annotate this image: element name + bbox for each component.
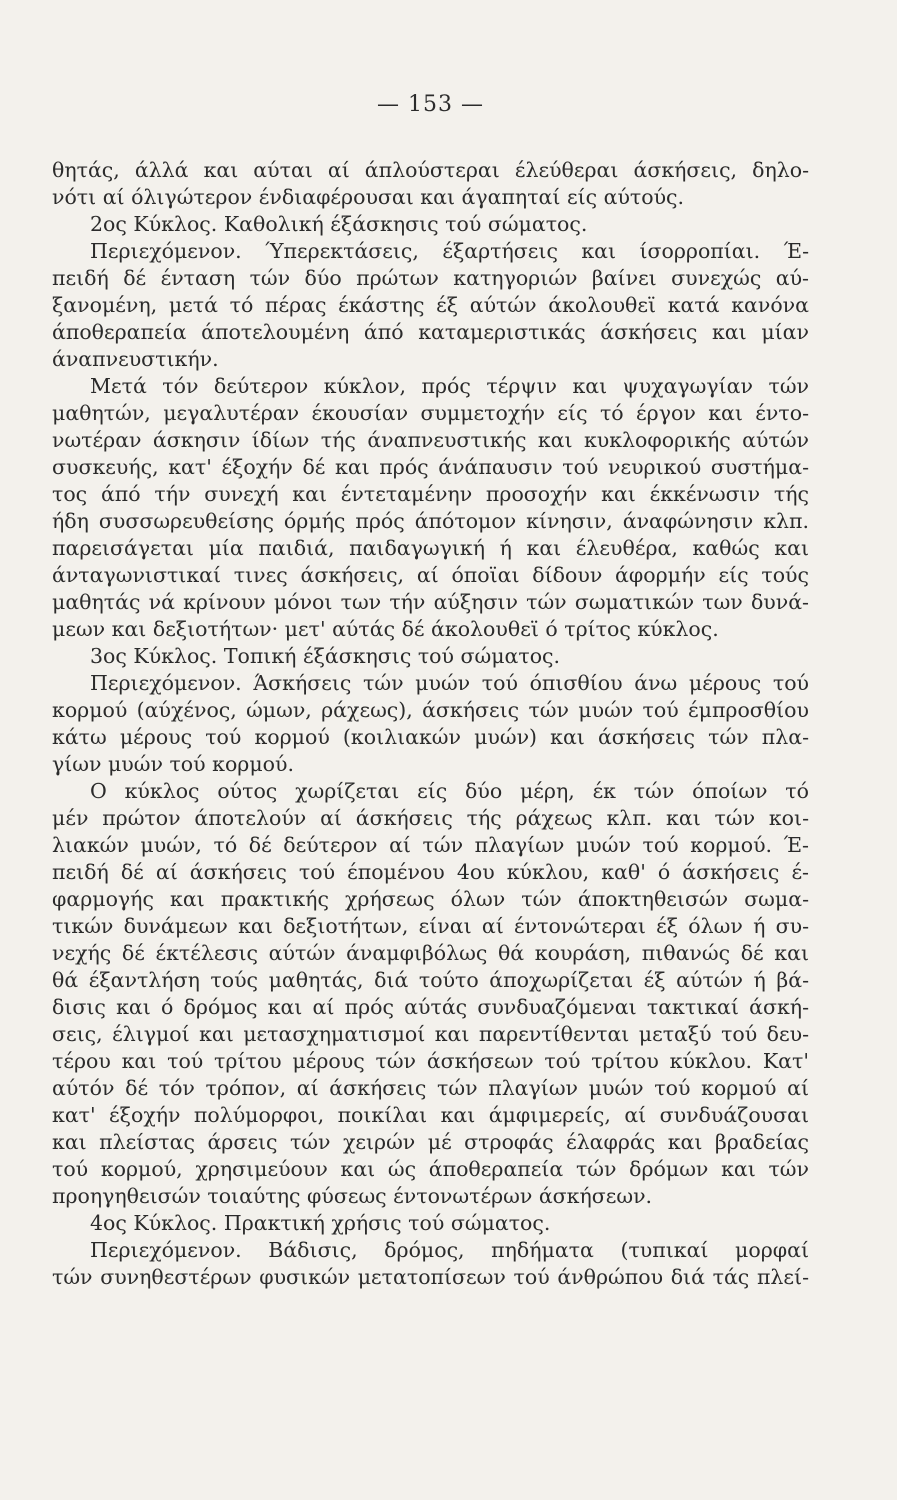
text-line: τέρου και τού τρίτου μέρους τών άσκήσεων τού τρίτου κύκλου. Κατ' <box>52 1049 809 1073</box>
text-line: κατ' έξοχήν πολύμορφοι, ποικίλαι και άμφιμερείς, αί συνδυάζουσαι <box>52 1103 809 1127</box>
text-line: Ο κύκλος ούτος χωρίζεται είς δύο μέρη, έκ τών όποίων τό <box>90 779 809 803</box>
text-line: μαθητάς νά κρίνουν μόνοι των τήν αύξησιν τών σωματικών των δυνά- <box>52 590 809 614</box>
text-line: λιακών μυών, τό δέ δεύτερον αί τών πλαγίων μυών τού κορμού. Έ- <box>52 833 809 857</box>
text-line: μαθητών, μεγαλυτέραν έκουσίαν συμμετοχήν είς τό έργον και έντο- <box>52 401 809 425</box>
text-line: πειδή δέ ένταση τών δύο πρώτων κατηγοριών βαίνει συνεχώς αύ- <box>52 266 809 290</box>
text-line: πειδή δέ αί άσκήσεις τού έπομένου 4ου κύκλου, καθ' ό άσκήσεις έ- <box>52 860 809 884</box>
text-line: γίων μυών τού κορμού. <box>52 752 294 776</box>
text-line: νότι αί όλιγώτερον ένδιαφέρουσαι και άγαπηταί είς αύτούς. <box>52 185 685 209</box>
text-line: παρεισάγεται μία παιδιά, παιδαγωγική ή και έλευθέρα, καθώς και <box>52 536 809 560</box>
text-line: κορμού (αύχένος, ώμων, ράχεως), άσκήσεις τών μυών τού έμπροσθίου <box>52 698 809 722</box>
page-number: — 153 — <box>377 92 484 117</box>
text-line: και πλείστας άρσεις τών χειρών μέ στροφάς έλαφράς και βραδείας <box>52 1130 809 1154</box>
text-line: φαρμογής και πρακτικής χρήσεως όλων τών άποκτηθεισών σωμα- <box>52 887 809 911</box>
text-line: μεων και δεξιοτήτων· μετ' αύτάς δέ άκολουθεϊ ό τρίτος κύκλος. <box>52 617 719 641</box>
text-line: ήδη συσσωρευθείσης όρμής πρός άπότομον κίνησιν, άναφώνησιν κλπ. <box>52 509 809 533</box>
text-line: αύτόν δέ τόν τρόπον, αί άσκήσεις τών πλαγίων μυών τού κορμού αί <box>52 1076 809 1100</box>
section-heading: 4ος Κύκλος. Πρακτική χρήσις τού σώματος. <box>90 1211 551 1235</box>
body-text <box>52 157 809 1291</box>
text-line: θητάς, άλλά και αύται αί άπλούστεραι έλεύθεραι άσκήσεις, δηλο- <box>52 158 809 182</box>
text-line: ξανομένη, μετά τό πέρας έκάστης έξ αύτών άκολουθεϊ κατά κανόνα <box>52 293 809 317</box>
text-line: Περιεχόμενον. Ύπερεκτάσεις, έξαρτήσεις και ίσορροπίαι. Έ- <box>90 239 809 263</box>
text-line: κάτω μέρους τού κορμού (κοιλιακών μυών) και άσκήσεις τών πλα- <box>52 725 809 749</box>
text-line: άνταγωνιστικαί τινες άσκήσεις, αί όποϊαι δίδουν άφορμήν είς τούς <box>52 563 809 587</box>
text-line: τού κορμού, χρησιμεύουν και ώς άποθεραπεία τών δρόμων και τών <box>52 1157 809 1181</box>
text-line: θά έξαντλήση τούς μαθητάς, διά τούτο άποχωρίζεται έξ αύτών ή βά- <box>52 968 809 992</box>
text-line: τικών δυνάμεων και δεξιοτήτων, είναι αί έντονώτεραι έξ όλων ή συ- <box>52 914 809 938</box>
section-heading: 2ος Κύκλος. Καθολική έξάσκησις τού σώματος. <box>90 212 588 236</box>
text-line: τος άπό τήν συνεχή και έντεταμένην προσοχήν και έκκένωσιν τής <box>52 482 809 506</box>
text-line: νεχής δέ έκτέλεσις αύτών άναμφιβόλως θά κουράση, πιθανώς δέ και <box>52 941 809 965</box>
section-heading: 3ος Κύκλος. Τοπική έξάσκησις τού σώματος. <box>90 644 561 668</box>
text-line: μέν πρώτον άποτελούν αί άσκήσεις τής ράχεως κλπ. και τών κοι- <box>52 806 809 830</box>
text-line: Περιεχόμενον. Άσκήσεις τών μυών τού όπισθίου άνω μέρους τού <box>90 671 809 695</box>
text-line: συσκευής, κατ' έξοχήν δέ και πρός άνάπαυσιν τού νευρικού συστήμα- <box>52 455 809 479</box>
text-line: δισις και ό δρόμος και αί πρός αύτάς συνδυαζόμεναι τακτικαί άσκή- <box>52 995 809 1019</box>
text-line: άναπνευστικήν. <box>52 347 219 371</box>
text-line: Περιεχόμενον. Βάδισις, δρόμος, πηδήματα (τυπικαί μορφαί <box>90 1238 809 1262</box>
text-line: προηγηθεισών τοιαύτης φύσεως έντονωτέρων άσκήσεων. <box>52 1184 653 1208</box>
text-line: σεις, έλιγμοί και μετασχηματισμοί και παρεντίθενται μεταξύ τού δευ- <box>52 1022 809 1046</box>
text-line: νωτέραν άσκησιν ίδίων τής άναπνευστικής και κυκλοφορικής αύτών <box>52 428 809 452</box>
text-line: Μετά τόν δεύτερον κύκλον, πρός τέρψιν και ψυχαγωγίαν τών <box>90 374 809 398</box>
text-line: τών συνηθεστέρων φυσικών μετατοπίσεων τού άνθρώπου διά τάς πλεί- <box>52 1265 809 1289</box>
text-line: άποθεραπεία άποτελουμένη άπό καταμεριστικάς άσκήσεις και μίαν <box>52 320 809 344</box>
